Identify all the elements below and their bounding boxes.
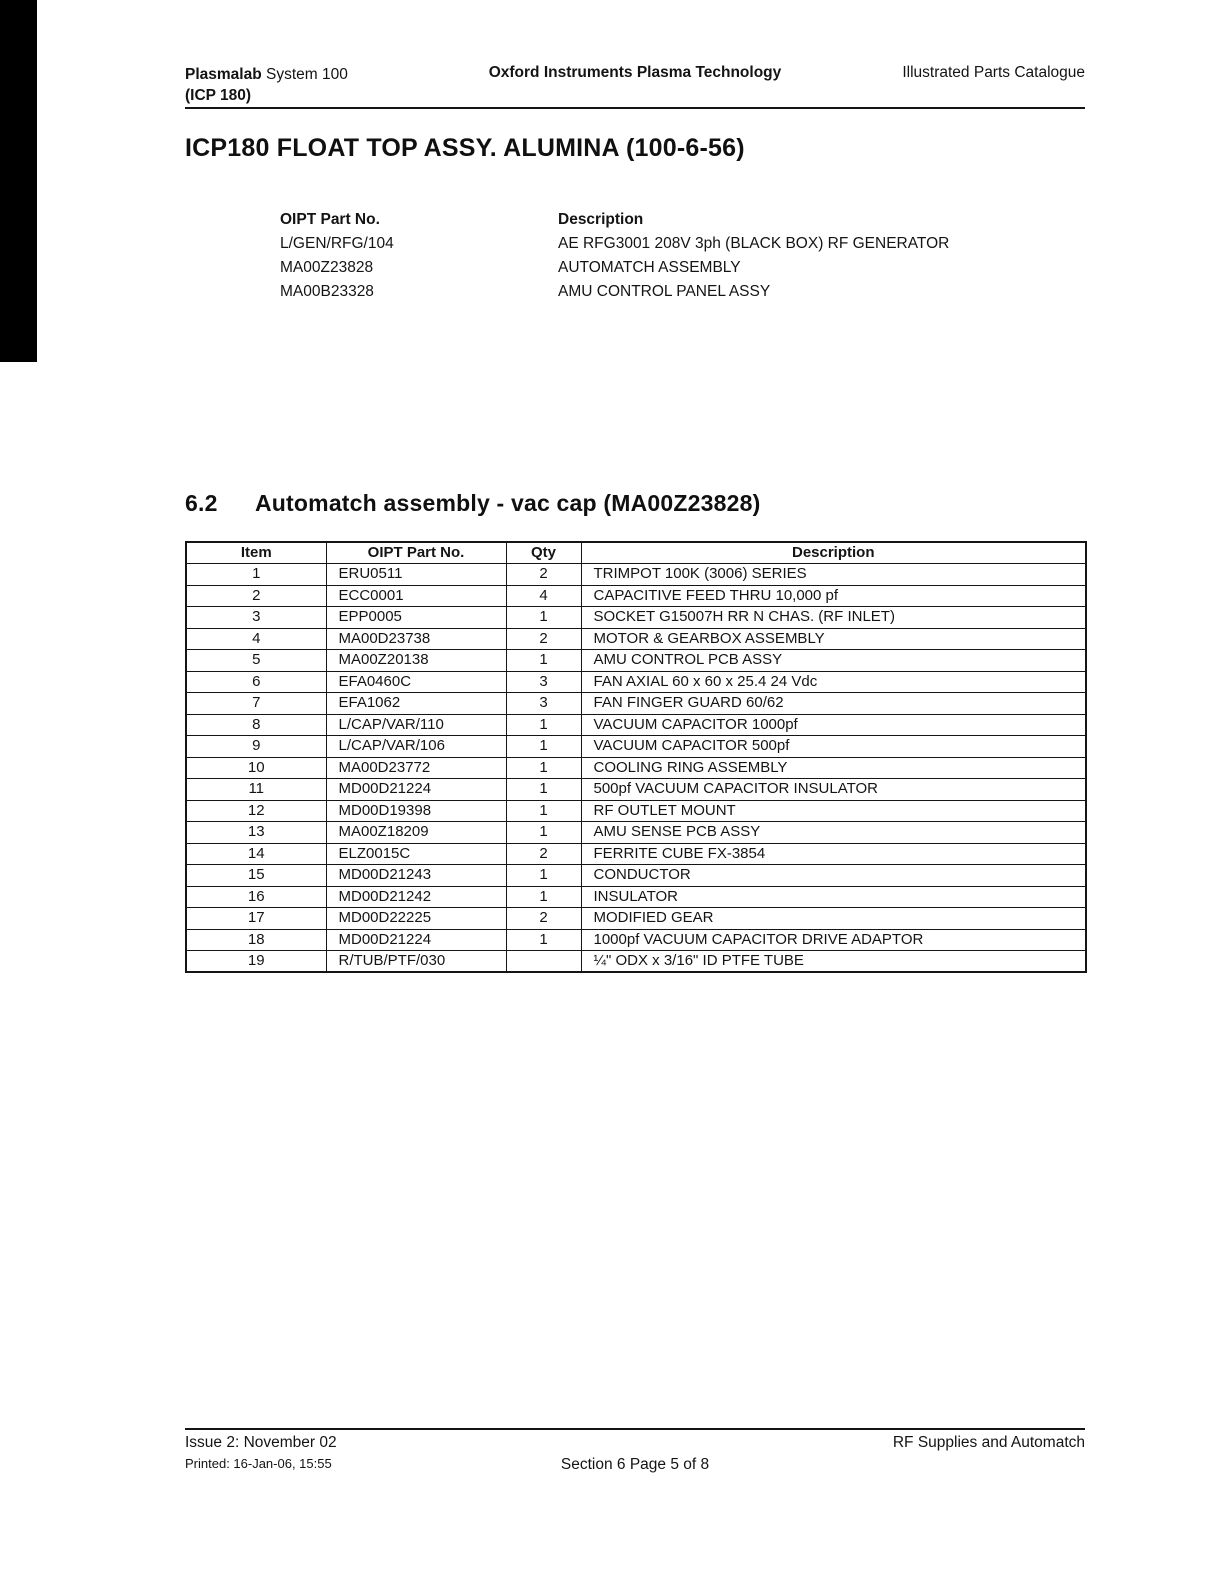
- parts-table: [185, 541, 1087, 973]
- product-variant: (ICP 180): [185, 87, 252, 104]
- table-cell: MD00D21224: [326, 929, 506, 951]
- table-cell: 8: [186, 714, 326, 736]
- part-description: AE RFG3001 208V 3ph (BLACK BOX) RF GENERATOR: [558, 235, 950, 252]
- table-cell: 5: [186, 650, 326, 672]
- table-cell: 1: [506, 714, 581, 736]
- table-cell: MODIFIED GEAR: [581, 908, 1086, 930]
- table-cell: 2: [506, 908, 581, 930]
- table-cell: MD00D21224: [326, 779, 506, 801]
- table-cell: CONDUCTOR: [581, 865, 1086, 887]
- table-body: [186, 564, 1086, 973]
- table-cell: ELZ0015C: [326, 843, 506, 865]
- table-cell: MD00D22225: [326, 908, 506, 930]
- table-cell: 14: [186, 843, 326, 865]
- page-header: [185, 64, 1085, 108]
- parts-list-row: [280, 256, 949, 280]
- table-row: [186, 757, 1086, 779]
- product-name: Plasmalab: [185, 66, 262, 83]
- table-cell: 1: [506, 929, 581, 951]
- table-row: [186, 779, 1086, 801]
- table-row: [186, 585, 1086, 607]
- table-cell: 9: [186, 736, 326, 758]
- table-cell: TRIMPOT 100K (3006) SERIES: [581, 564, 1086, 586]
- page-footer: [185, 1434, 1085, 1490]
- table-cell: INSULATOR: [581, 886, 1086, 908]
- table-cell: 3: [186, 607, 326, 629]
- table-cell: 1: [506, 822, 581, 844]
- table-row: [186, 822, 1086, 844]
- table-row: [186, 564, 1086, 586]
- section-heading: [185, 490, 760, 517]
- table-cell: EFA0460C: [326, 671, 506, 693]
- table-row: [186, 650, 1086, 672]
- table-cell: 4: [186, 628, 326, 650]
- table-cell: [506, 951, 581, 973]
- scan-artifact: [0, 0, 37, 362]
- part-number: MA00Z23828: [280, 259, 374, 276]
- table-cell: 1: [506, 607, 581, 629]
- table-row: [186, 843, 1086, 865]
- table-cell: EPP0005: [326, 607, 506, 629]
- table-cell: 3: [506, 671, 581, 693]
- table-cell: 3: [506, 693, 581, 715]
- table-row: [186, 671, 1086, 693]
- parts-list-row: [280, 232, 949, 256]
- table-row: [186, 865, 1086, 887]
- table-cell: RF OUTLET MOUNT: [581, 800, 1086, 822]
- table-cell: VACUUM CAPACITOR 500pf: [581, 736, 1086, 758]
- table-cell: CAPACITIVE FEED THRU 10,000 pf: [581, 585, 1086, 607]
- table-cell: AMU CONTROL PCB ASSY: [581, 650, 1086, 672]
- header-company: Oxford Instruments Plasma Technology: [488, 64, 782, 81]
- footer-issue: Issue 2: November 02: [185, 1434, 337, 1451]
- table-cell: 1: [186, 564, 326, 586]
- table-row: [186, 800, 1086, 822]
- section-title: Automatch assembly - vac cap (MA00Z23828): [255, 490, 761, 516]
- table-cell: EFA1062: [326, 693, 506, 715]
- parts-list-col1-header: OIPT Part No.: [280, 211, 380, 228]
- table-row: [186, 951, 1086, 973]
- table-cell: 19: [186, 951, 326, 973]
- table-header-cell: Description: [581, 542, 1086, 564]
- table-cell: 1000pf VACUUM CAPACITOR DRIVE ADAPTOR: [581, 929, 1086, 951]
- footer-page-number: Section 6 Page 5 of 8: [560, 1456, 710, 1473]
- table-header-cell: OIPT Part No.: [326, 542, 506, 564]
- table-cell: 6: [186, 671, 326, 693]
- table-row: [186, 714, 1086, 736]
- section-number: 6.2: [185, 490, 218, 516]
- table-cell: 1: [506, 886, 581, 908]
- table-cell: 13: [186, 822, 326, 844]
- table-cell: 4: [506, 585, 581, 607]
- table-cell: 12: [186, 800, 326, 822]
- footer-printed: Printed: 16-Jan-06, 15:55: [185, 1456, 332, 1471]
- footer-rule: [185, 1428, 1085, 1430]
- table-cell: ERU0511: [326, 564, 506, 586]
- table-cell: MA00Z18209: [326, 822, 506, 844]
- table-cell: ECC0001: [326, 585, 506, 607]
- table-cell: MD00D21242: [326, 886, 506, 908]
- table-row: [186, 736, 1086, 758]
- page-title: ICP180 FLOAT TOP ASSY. ALUMINA (100-6-56): [185, 134, 745, 162]
- parts-list-row: [280, 280, 949, 304]
- table-cell: FERRITE CUBE FX-3854: [581, 843, 1086, 865]
- table-cell: 11: [186, 779, 326, 801]
- table-cell: 1: [506, 757, 581, 779]
- table-header-row: [186, 542, 1086, 564]
- table-cell: 17: [186, 908, 326, 930]
- table-cell: 500pf VACUUM CAPACITOR INSULATOR: [581, 779, 1086, 801]
- part-description: AUTOMATCH ASSEMBLY: [558, 259, 741, 276]
- table-cell: 2: [506, 628, 581, 650]
- table-row: [186, 908, 1086, 930]
- table-cell: L/CAP/VAR/106: [326, 736, 506, 758]
- part-number: MA00B23328: [280, 283, 374, 300]
- table-cell: 10: [186, 757, 326, 779]
- parts-list-header-row: [280, 208, 949, 232]
- table-row: [186, 628, 1086, 650]
- table-cell: MA00D23772: [326, 757, 506, 779]
- table-row: [186, 607, 1086, 629]
- table-cell: ¼" ODX x 3/16" ID PTFE TUBE: [581, 951, 1086, 973]
- table-cell: 1: [506, 779, 581, 801]
- table-cell: R/TUB/PTF/030: [326, 951, 506, 973]
- product-model: System 100: [266, 66, 348, 83]
- table-cell: 1: [506, 865, 581, 887]
- header-rule: [185, 107, 1085, 109]
- table-row: [186, 886, 1086, 908]
- table-cell: 15: [186, 865, 326, 887]
- table-cell: 18: [186, 929, 326, 951]
- table-cell: 1: [506, 736, 581, 758]
- table-cell: MA00D23738: [326, 628, 506, 650]
- table-cell: AMU SENSE PCB ASSY: [581, 822, 1086, 844]
- table-cell: 7: [186, 693, 326, 715]
- table-header-cell: Qty: [506, 542, 581, 564]
- table-cell: 2: [506, 564, 581, 586]
- parts-list-col2-header: Description: [558, 211, 644, 228]
- top-parts-list: [280, 208, 949, 304]
- table-cell: SOCKET G15007H RR N CHAS. (RF INLET): [581, 607, 1086, 629]
- part-description: AMU CONTROL PANEL ASSY: [558, 283, 771, 300]
- table-cell: 2: [186, 585, 326, 607]
- table-cell: MA00Z20138: [326, 650, 506, 672]
- table-cell: MOTOR & GEARBOX ASSEMBLY: [581, 628, 1086, 650]
- part-number: L/GEN/RFG/104: [280, 235, 394, 252]
- table-row: [186, 929, 1086, 951]
- table-cell: MD00D21243: [326, 865, 506, 887]
- table-cell: COOLING RING ASSEMBLY: [581, 757, 1086, 779]
- table-header-cell: Item: [186, 542, 326, 564]
- table-cell: L/CAP/VAR/110: [326, 714, 506, 736]
- header-doc-type: Illustrated Parts Catalogue: [902, 64, 1085, 81]
- footer-section-name: RF Supplies and Automatch: [892, 1434, 1085, 1451]
- table-row: [186, 693, 1086, 715]
- table-cell: FAN AXIAL 60 x 60 x 25.4 24 Vdc: [581, 671, 1086, 693]
- table-cell: 16: [186, 886, 326, 908]
- table-cell: MD00D19398: [326, 800, 506, 822]
- table-cell: 2: [506, 843, 581, 865]
- table-cell: 1: [506, 650, 581, 672]
- table-cell: FAN FINGER GUARD 60/62: [581, 693, 1086, 715]
- table-cell: 1: [506, 800, 581, 822]
- table-cell: VACUUM CAPACITOR 1000pf: [581, 714, 1086, 736]
